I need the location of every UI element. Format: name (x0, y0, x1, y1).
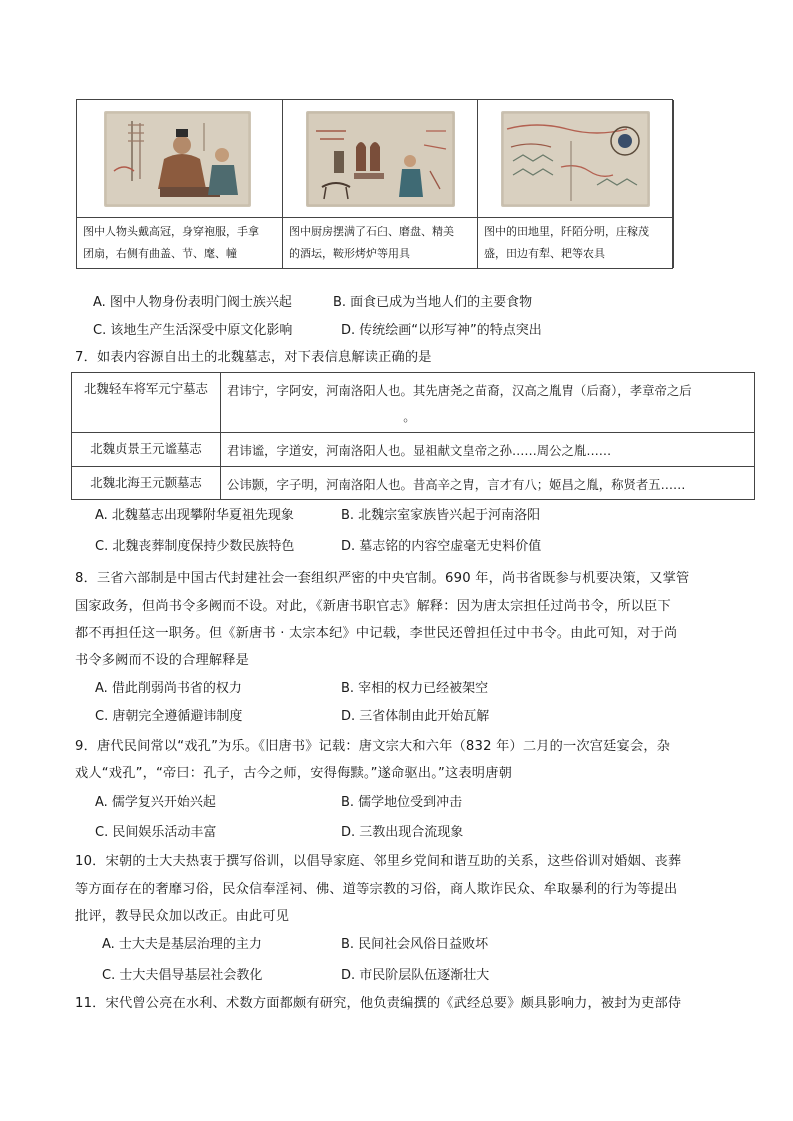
caption-2 (289, 221, 473, 265)
q8-option-a[interactable]: A. 借此削弱尚书省的权力 (95, 681, 242, 696)
q8-line-4: 书令多阙而不设的合理解释是 (75, 653, 250, 668)
q8-line-2: 国家政务，但尚书令多阙而不设。对此，《新唐书职官志》解释：因为唐太宗担任过尚书令，所以臣下 (75, 599, 671, 614)
q9-option-b[interactable]: B. 儒学地位受到冲击 (341, 795, 463, 810)
q8-option-d[interactable]: D. 三省体制由此开始瓦解 (341, 709, 490, 724)
epitaph-text-1-line-2: 。 (403, 409, 416, 424)
q6-option-d[interactable]: D. 传统绘画“以形写神”的特点突出 (341, 323, 542, 338)
q9-line-2: 戏人“戏孔”，“帝曰：孔子，古今之师，安得侮黩。”遂命驱出。”这表明唐朝 (75, 766, 512, 781)
q10-line-1: 10．宋朝的士大夫热衷于撰写俗训，以倡导家庭、邻里乡党间和谐互助的关系，这些俗训对婚姻、丧葬 (75, 854, 682, 869)
q11-line-1: 11．宋代曾公亮在水利、术数方面都颇有研究，他负责编撰的《武经总要》颇具影响力，被封为吏部侍 (75, 996, 682, 1011)
table-divider (77, 217, 672, 218)
caption-2-line-1: 图中厨房摆满了石臼、磨盘、精美 (289, 225, 454, 238)
q6-option-c[interactable]: C. 该地生产生活深受中原文化影响 (93, 323, 293, 338)
q7-option-b[interactable]: B. 北魏宗室家族皆兴起于河南洛阳 (341, 508, 541, 523)
epitaph-name-2: 北魏贞景王元谧墓志 (72, 433, 221, 466)
mural-farmland-icon (501, 111, 650, 207)
q10-option-a[interactable]: A. 士大夫是基层治理的主力 (102, 937, 262, 952)
q8-line-1: 8．三省六部制是中国古代封建社会一套组织严密的中央官制。690 年，尚书省既参与机要决策，又掌管 (75, 571, 690, 586)
q10-line-2: 等方面存在的奢靡习俗，民众信奉淫祠、佛、道等宗教的习俗，商人欺诈民众、牟取暴利的行为等提出 (75, 882, 678, 897)
q6-option-b[interactable]: B. 面食已成为当地人们的主要食物 (333, 295, 533, 310)
mural-official-icon (104, 111, 251, 207)
q10-line-3: 批评，教导民众加以改正。由此可见 (75, 909, 290, 924)
q8-line-3: 都不再担任这一职务。但《新唐书 · 太宗本纪》中记载，李世民还曾担任过中书令。由此可知，对于尚 (75, 626, 678, 641)
epitaph-text-1 (227, 378, 752, 430)
epitaph-name-1: 北魏轻车将军元宁墓志 (72, 373, 221, 432)
q8-option-b[interactable]: B. 宰相的权力已经被架空 (341, 681, 489, 696)
q10-option-d[interactable]: D. 市民阶层队伍逐渐壮大 (341, 968, 490, 983)
q7-option-a[interactable]: A. 北魏墓志出现攀附华夏祖先现象 (95, 508, 294, 523)
epitaph-text-1-line-1: 君讳宁，字阿安，河南洛阳人也。其先唐尧之苗裔，汉高之胤胄（后裔），孝章帝之后 (227, 383, 692, 398)
q9-option-a[interactable]: A. 儒学复兴开始兴起 (95, 795, 216, 810)
mural-cell-1 (77, 100, 283, 268)
epitaph-row-1 (72, 373, 754, 433)
caption-2-line-2: 的酒坛，鞍形烤炉等用具 (289, 247, 410, 260)
epitaph-name-3: 北魏北海王元颢墓志 (72, 467, 221, 500)
mural-kitchen-icon (306, 111, 455, 207)
q9-line-1: 9．唐代民间常以“戏孔”为乐。《旧唐书》记载：唐文宗大和六年（832 年）二月的一次宫廷宴会，杂 (75, 739, 671, 754)
q6-option-a[interactable]: A. 图中人物身份表明门阀士族兴起 (93, 295, 292, 310)
q9-option-d[interactable]: D. 三教出现合流现象 (341, 825, 464, 840)
mural-cell-3 (478, 100, 674, 268)
epitaph-text-2: 君讳谧，字道安，河南洛阳人也。显祖献文皇帝之孙……周公之胤…… (227, 443, 612, 458)
caption-1-line-1: 图中人物头戴高冠，身穿袍服，手拿 (83, 225, 259, 238)
caption-1 (83, 221, 278, 265)
epitaph-table (71, 372, 755, 500)
mural-cell-2 (283, 100, 478, 268)
q7-option-c[interactable]: C. 北魏丧葬制度保持少数民族特色 (95, 539, 295, 554)
q10-option-b[interactable]: B. 民间社会风俗日益败坏 (341, 937, 489, 952)
caption-3 (484, 221, 669, 265)
q7-option-d[interactable]: D. 墓志铭的内容空虚毫无史料价值 (341, 539, 542, 554)
q8-option-c[interactable]: C. 唐朝完全遵循避讳制度 (95, 709, 243, 724)
q7-stem: 7．如表内容源自出土的北魏墓志，对下表信息解读正确的是 (75, 350, 432, 365)
caption-3-line-1: 图中的田地里，阡陌分明，庄稼茂 (484, 225, 649, 238)
caption-3-line-2: 盛，田边有犁、耙等农具 (484, 247, 605, 260)
caption-1-line-2: 团扇，右侧有曲盖、节、麾、幢 (83, 247, 237, 260)
epitaph-row-2 (72, 433, 754, 467)
epitaph-text-3: 公讳颢，字子明，河南洛阳人也。昔高辛之胄，言才有八；姬昌之胤，称贤者五…… (227, 477, 686, 492)
q9-option-c[interactable]: C. 民间娱乐活动丰富 (95, 825, 217, 840)
q10-option-c[interactable]: C. 士大夫倡导基层社会教化 (102, 968, 263, 983)
epitaph-row-3 (72, 467, 754, 500)
mural-table (76, 99, 673, 269)
